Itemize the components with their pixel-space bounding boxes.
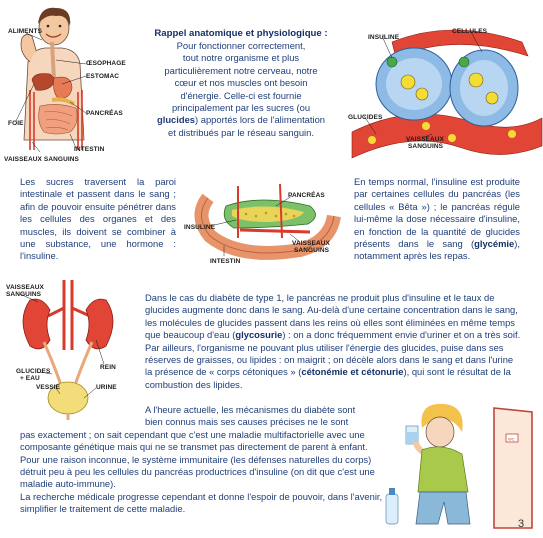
label-urine: URINE xyxy=(96,384,117,391)
label-sanguins: SANGUINS xyxy=(294,247,330,254)
label-intestin: INTESTIN xyxy=(210,258,241,265)
intro-line: d'énergie. Celle-ci est fournie xyxy=(180,89,302,101)
diabetes-part2: ) : on a donc fréquemment envie d'uriner et on a très soif. Par ailleurs, l'organisme ne pouvant plus utiliser l'énergie des glucides, puise dans ses réserves de graisses, ou lipides : on maigrit ; on décèle alors dans le sang et dans l'urine la présence de « corps cétoniques » ( xyxy=(145,329,521,378)
label-pancreas: PANCRÉAS xyxy=(86,110,123,117)
cells-illustration xyxy=(348,22,542,162)
right-col-part2: ), notamment après les repas. xyxy=(354,238,520,262)
label-sanguins: SANGUINS xyxy=(6,291,42,298)
intro-title: Rappel anatomique et physiologique : xyxy=(154,28,328,39)
intro-line: Pour fonctionner correctement, xyxy=(176,40,306,51)
label-vaisseaux: VAISSEAUX xyxy=(6,284,44,291)
label-glucides: GLUCIDES xyxy=(16,368,51,375)
diabetes-paragraph xyxy=(145,292,523,391)
diabetes-cetonemie: cétonémie et cétonurie xyxy=(301,366,404,378)
label-vaisseaux: VAISSEAUX SANGUINS xyxy=(4,156,79,163)
intro-line: tout notre organisme et plus xyxy=(182,52,300,64)
label-intestin: INTESTIN xyxy=(74,146,105,153)
intro-line-rest: ) apportés lors de l'alimentation xyxy=(195,114,325,126)
label-vessie: VESSIE xyxy=(36,384,61,391)
label-pancreas: PANCRÉAS xyxy=(288,192,325,199)
research-body: pas exactement ; on sait cependant que c'est une maladie multifactorielle avec une composante génétique mais qui ne se transmet pas directement de parent à enfant. Pour une raison inconnue, le système immunitaire (les défenses naturelles du corps) détruit peu à peu les cellules du pancréas productrices d'insuline (on dit que c'est une maladie auto-immune). xyxy=(20,428,375,490)
right-col-glycemie: glycémie xyxy=(474,238,515,250)
girl-drinking-illustration xyxy=(382,398,542,528)
label-oesophage: ŒSOPHAGE xyxy=(86,60,126,67)
research-paragraph xyxy=(20,404,398,516)
research-line: bien connus mais ses causes précises ne le sont xyxy=(145,416,349,428)
right-col-part1: En temps normal, l'insuline est produite par certaines cellules du pancréas (les cellules « Bêta ») ; le pancréas régule lui-même la dose nécessaire d'insuline, en fonction de la quantité de glucides présents dans le sang ( xyxy=(354,176,520,250)
label-eau: + EAU xyxy=(20,375,40,382)
intro-glucides-bold: glucides xyxy=(156,114,196,126)
cells-drawing xyxy=(352,22,542,162)
page-number: 3 xyxy=(518,518,525,530)
girl-drawing xyxy=(382,398,542,528)
label-estomac: ESTOMAC xyxy=(86,73,120,80)
label-rein: REIN xyxy=(100,364,116,371)
label-foie: FOIE xyxy=(8,120,24,127)
intro-line: principalement par les sucres (ou xyxy=(171,102,311,114)
label-vaisseaux: VAISSEAUX xyxy=(292,240,330,247)
label-insuline: INSULINE xyxy=(184,224,216,231)
left-column-text: Les sucres traversent la paroi intestinale et passent dans le sang ; afin de pouvoir ensuite pénétrer dans les cellules des organes et des muscles, ils doivent se combiner à une substance, une hormone : l'insuline. xyxy=(20,176,176,262)
anatomy-illustration xyxy=(0,0,130,165)
right-column-text xyxy=(354,176,520,263)
pancreas-illustration xyxy=(180,176,350,276)
label-cellules: CELLULES xyxy=(452,28,488,35)
intro-line: et distribués par le réseau sanguin. xyxy=(168,126,314,138)
anatomy-drawing xyxy=(0,0,130,165)
research-line: A l'heure actuelle, les mécanismes du diabète sont xyxy=(145,404,356,415)
label-sanguins: SANGUINS xyxy=(408,143,444,150)
label-glucides: GLUCIDES xyxy=(348,114,383,121)
diabetes-part3: ), qui sont le résultat de la combustion des lipides. xyxy=(145,366,511,390)
label-aliments: ALIMENTS xyxy=(8,28,43,35)
intro-line xyxy=(128,114,354,126)
wc-sign: WC xyxy=(508,436,515,442)
kidney-drawing xyxy=(0,280,140,420)
research-last: La recherche médicale progresse cependant et donne l'espoir de pouvoir, dans l'avenir, simplifier le traitement de cette maladie. xyxy=(20,490,383,515)
diabetes-part1: Dans le cas du diabète de type 1, le pancréas ne produit plus d'insuline et le taux de glucides augmente donc dans le sang. Au-delà d'une certaine concentration dans le sang, les molécules de glucides passent dans les reins où elles sont éliminées en même temps que beaucoup d'eau ( xyxy=(145,292,518,341)
intro-line: cœur et nos muscles ont besoin xyxy=(174,77,308,89)
label-insuline: INSULINE xyxy=(368,34,400,41)
kidney-illustration xyxy=(0,280,140,420)
intro-block xyxy=(128,28,354,139)
intro-line: particulièrement notre cerveau, notre xyxy=(164,64,318,76)
label-vaisseaux: VAISSEAUX xyxy=(406,136,444,143)
diabetes-glycosurie: glycosurie xyxy=(235,329,283,341)
